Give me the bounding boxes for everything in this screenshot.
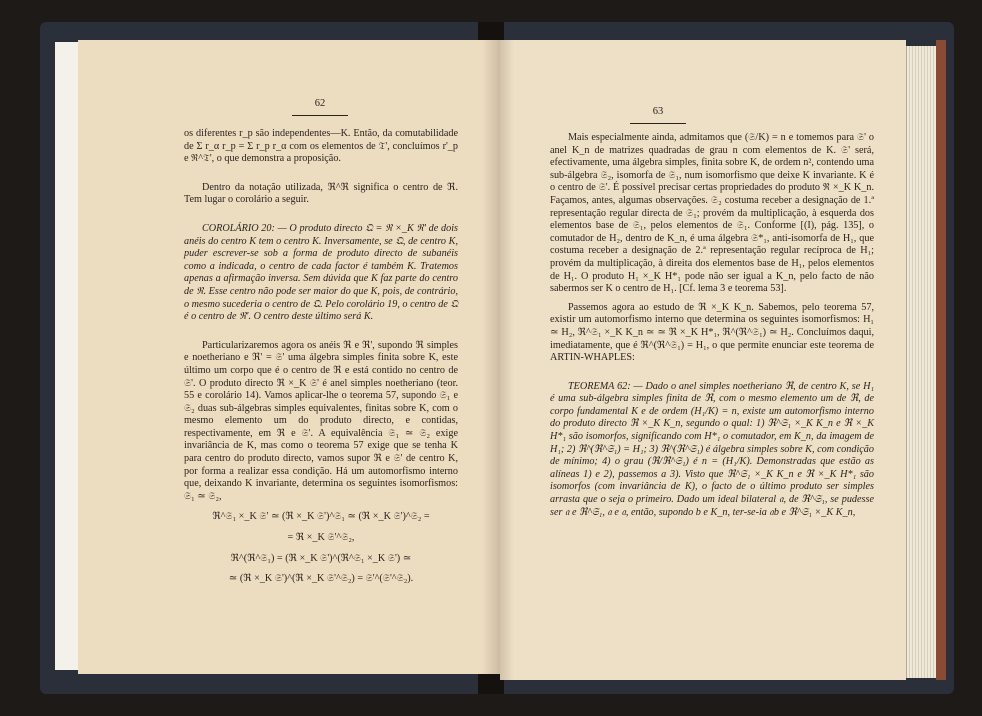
left-page-number: 62 <box>290 98 350 116</box>
right-page-number: 63 <box>628 106 688 124</box>
spacer <box>184 213 458 223</box>
left-page <box>78 40 500 674</box>
right-page <box>500 40 906 680</box>
page-number-rule <box>292 115 348 116</box>
left-paragraph-4: Particularizaremos agora os anéis ℜ e ℜ', supondo ℜ simples e noetheriano e ℜ' = 𝔖' uma álgebra simples finita sobre K, este último um corpo que é o centro de ℜ e está contido no centro de 𝔖'. O produto directo ℜ ×_K 𝔖' é anel simples noetheriano (teor. 55 e corolário 14). Vamos aplicar-lhe o teorema 57, supondo 𝔖₁ e 𝔖₂ duas sub-álgebras simples equivalentes, finitas sobre K, com o mesmo elemento um do produto directo, e contidas, respectivamente, em ℜ e 𝔖'. A equivalência 𝔖₁ ≃ 𝔖₂ exige invariância de K, mas como o teorema 57 exige que se tenha K para centro do produto directo, vamos supor ℜ e 𝔖' de centro K, por forma a realizar essa condição. Há um automorfismo interno que, deixando K invariante, determina os seguintes isomorfismos: 𝔖₁ ≃ 𝔖₂, <box>184 339 458 502</box>
right-paragraph-1: Mais especialmente ainda, admitamos que (𝔖/K) = n e tomemos para 𝔖' o anel K_n de matrizes quadradas de grau n com elementos de K. 𝔖' será, efectivamente, uma álgebra simples, finita sobre K, de ordem n², contendo uma sub-álgebra 𝔖₂, isomorfa de 𝔖₁, num isomorfismo que deixe K invariante. K é o centro de 𝔖'. É possível precisar certas propriedades do produto ℜ ×_K K_n. Façamos, antes, algumas observações. 𝔖₂ costuma receber a designação de 1.ª representação regular directa de 𝔖₁; provém da multiplicação, à esquerda dos elementos base de 𝔖₁, pelos elementos de 𝔖₁. Conforme [(I), pág. 135], o comutador de H₂, dentro de K_n, é uma álgebra 𝔖*₁, anti-isomorfa de H₁, que costuma receber a designação de 2.ª representação regular recíproca de H₁; provém da multiplicação, à direita dos elementos base de H₁, pelos elementos de H₁. O produto H₁ ×_K H*₁ pode não ser igual a K_n, pelo facto de não sabermos ser K o centro de H₁. [Cf. lema 3 e teorema 53]. <box>550 132 874 295</box>
equation-2: = ℜ ×_K 𝔖'^𝔖₂, <box>287 532 355 544</box>
theorem-62: TEOREMA 62: — Dado o anel simples noetheriano ℜ, de centro K, se H₁ é uma sub-álgebra simples finita de ℜ, com o mesmo elemento um de ℜ, de corpo fundamental K e de ordem (H₁/K) = n, existe um automorfismo interno do produto directo ℜ ×_K K_n, segundo o qual: 1) ℜ^𝔖₁ ×_K K_n e ℜ ×_K H*₁ são isomorfos, significando com H*₁ o comutador, em K_n, da imagem de H₁; 2) ℜ^(ℜ^𝔖₁) = H₁; 3) ℜ^(ℜ^𝔖₁) é álgebra simples sobre K, com condição de mínimo; 4) o grau (ℜ/ℜ^𝔖₁) é n = (H₁/K). Demonstradas que estão as alíneas 1) e 2), passemos a 3). Visto que ℜ^𝔖₁ ×_K K_n e ℜ ×_K H*₁ são isomorfos (com invariância de K), o facto de o último produto ser simples arrasta que o seja o primeiro. Dado um ideal bilateral 𝔞, de ℜ^𝔖₁, se pudesse ser 𝔞 e ℜ^𝔖₁, 𝔞 e 𝔞, então, supondo b e K_n, ter-se-ia 𝔞b e ℜ^𝔖₁ ×_K K_n, <box>550 380 874 518</box>
page-number-rule <box>630 123 686 124</box>
equation-4: ≃ (ℜ ×_K 𝔖')^(ℜ ×_K 𝔖'^𝔖₂) = 𝔖'^(𝔖'^𝔖₂). <box>228 573 414 585</box>
spacer <box>184 330 458 340</box>
red-page-edge <box>936 40 946 680</box>
corollary-20: COROLÁRIO 20: — O produto directo 𝔔 = ℜ ×_K ℜ' de dois anéis do centro K tem o centro K. Inversamente, se 𝔔, de centro K, puder escrever-se sob a forma de produto directo de subanéis como a indicada, o centro de cada factor é também K. Tratemos apenas a afirmação inversa. Sem dúvida que K faz parte do centro de ℜ. Esse centro não pode ser maior do que K, pois, de contrário, o mesmo sucederia o centro de 𝔔. Pelo corolário 19, o centro de 𝔔 é o centro de ℜ'. O centro deste último será K. <box>184 222 458 323</box>
spacer <box>550 371 874 381</box>
left-paragraph-1: os diferentes r_p são independentes—K. Então, da comutabilidade de Σ r_α r_p = Σ r_p r_α com os elementos de 𝔗', concluímos r'_p e ℜ^𝔗', o que demonstra a proposição. <box>184 128 458 165</box>
spacer <box>184 172 458 182</box>
equation-3: ℜ^(ℜ^𝔖₁) = (ℜ ×_K 𝔖')^(ℜ^𝔖₁ ×_K 𝔖') ≃ <box>230 552 412 564</box>
right-paragraph-2: Passemos agora ao estudo de ℜ ×_K K_n. Sabemos, pelo teorema 57, existir um automorfismo interno que determina os seguintes isomorfismos: H₁ ≃ H₂, ℜ^𝔖₁ ×_K K_n ≃ ≃ ℜ ×_K H*₁, ℜ^(ℜ^𝔖₁) ≃ H₂. Concluímos daqui, imediatamente, que é ℜ^(ℜ^𝔖₁) = H₁, o que permite enunciar este teorema de ARTIN-WHAPLES: <box>550 301 874 364</box>
left-paragraph-2: Dentro da notação utilizada, ℜ^ℜ significa o centro de ℜ. Tem lugar o corolário a seguir. <box>184 181 458 206</box>
equation-1: ℜ^𝔖₁ ×_K 𝔖' ≃ (ℜ ×_K 𝔖')^𝔖₁ ≃ (ℜ ×_K 𝔖')^𝔖₂ = <box>212 511 430 523</box>
